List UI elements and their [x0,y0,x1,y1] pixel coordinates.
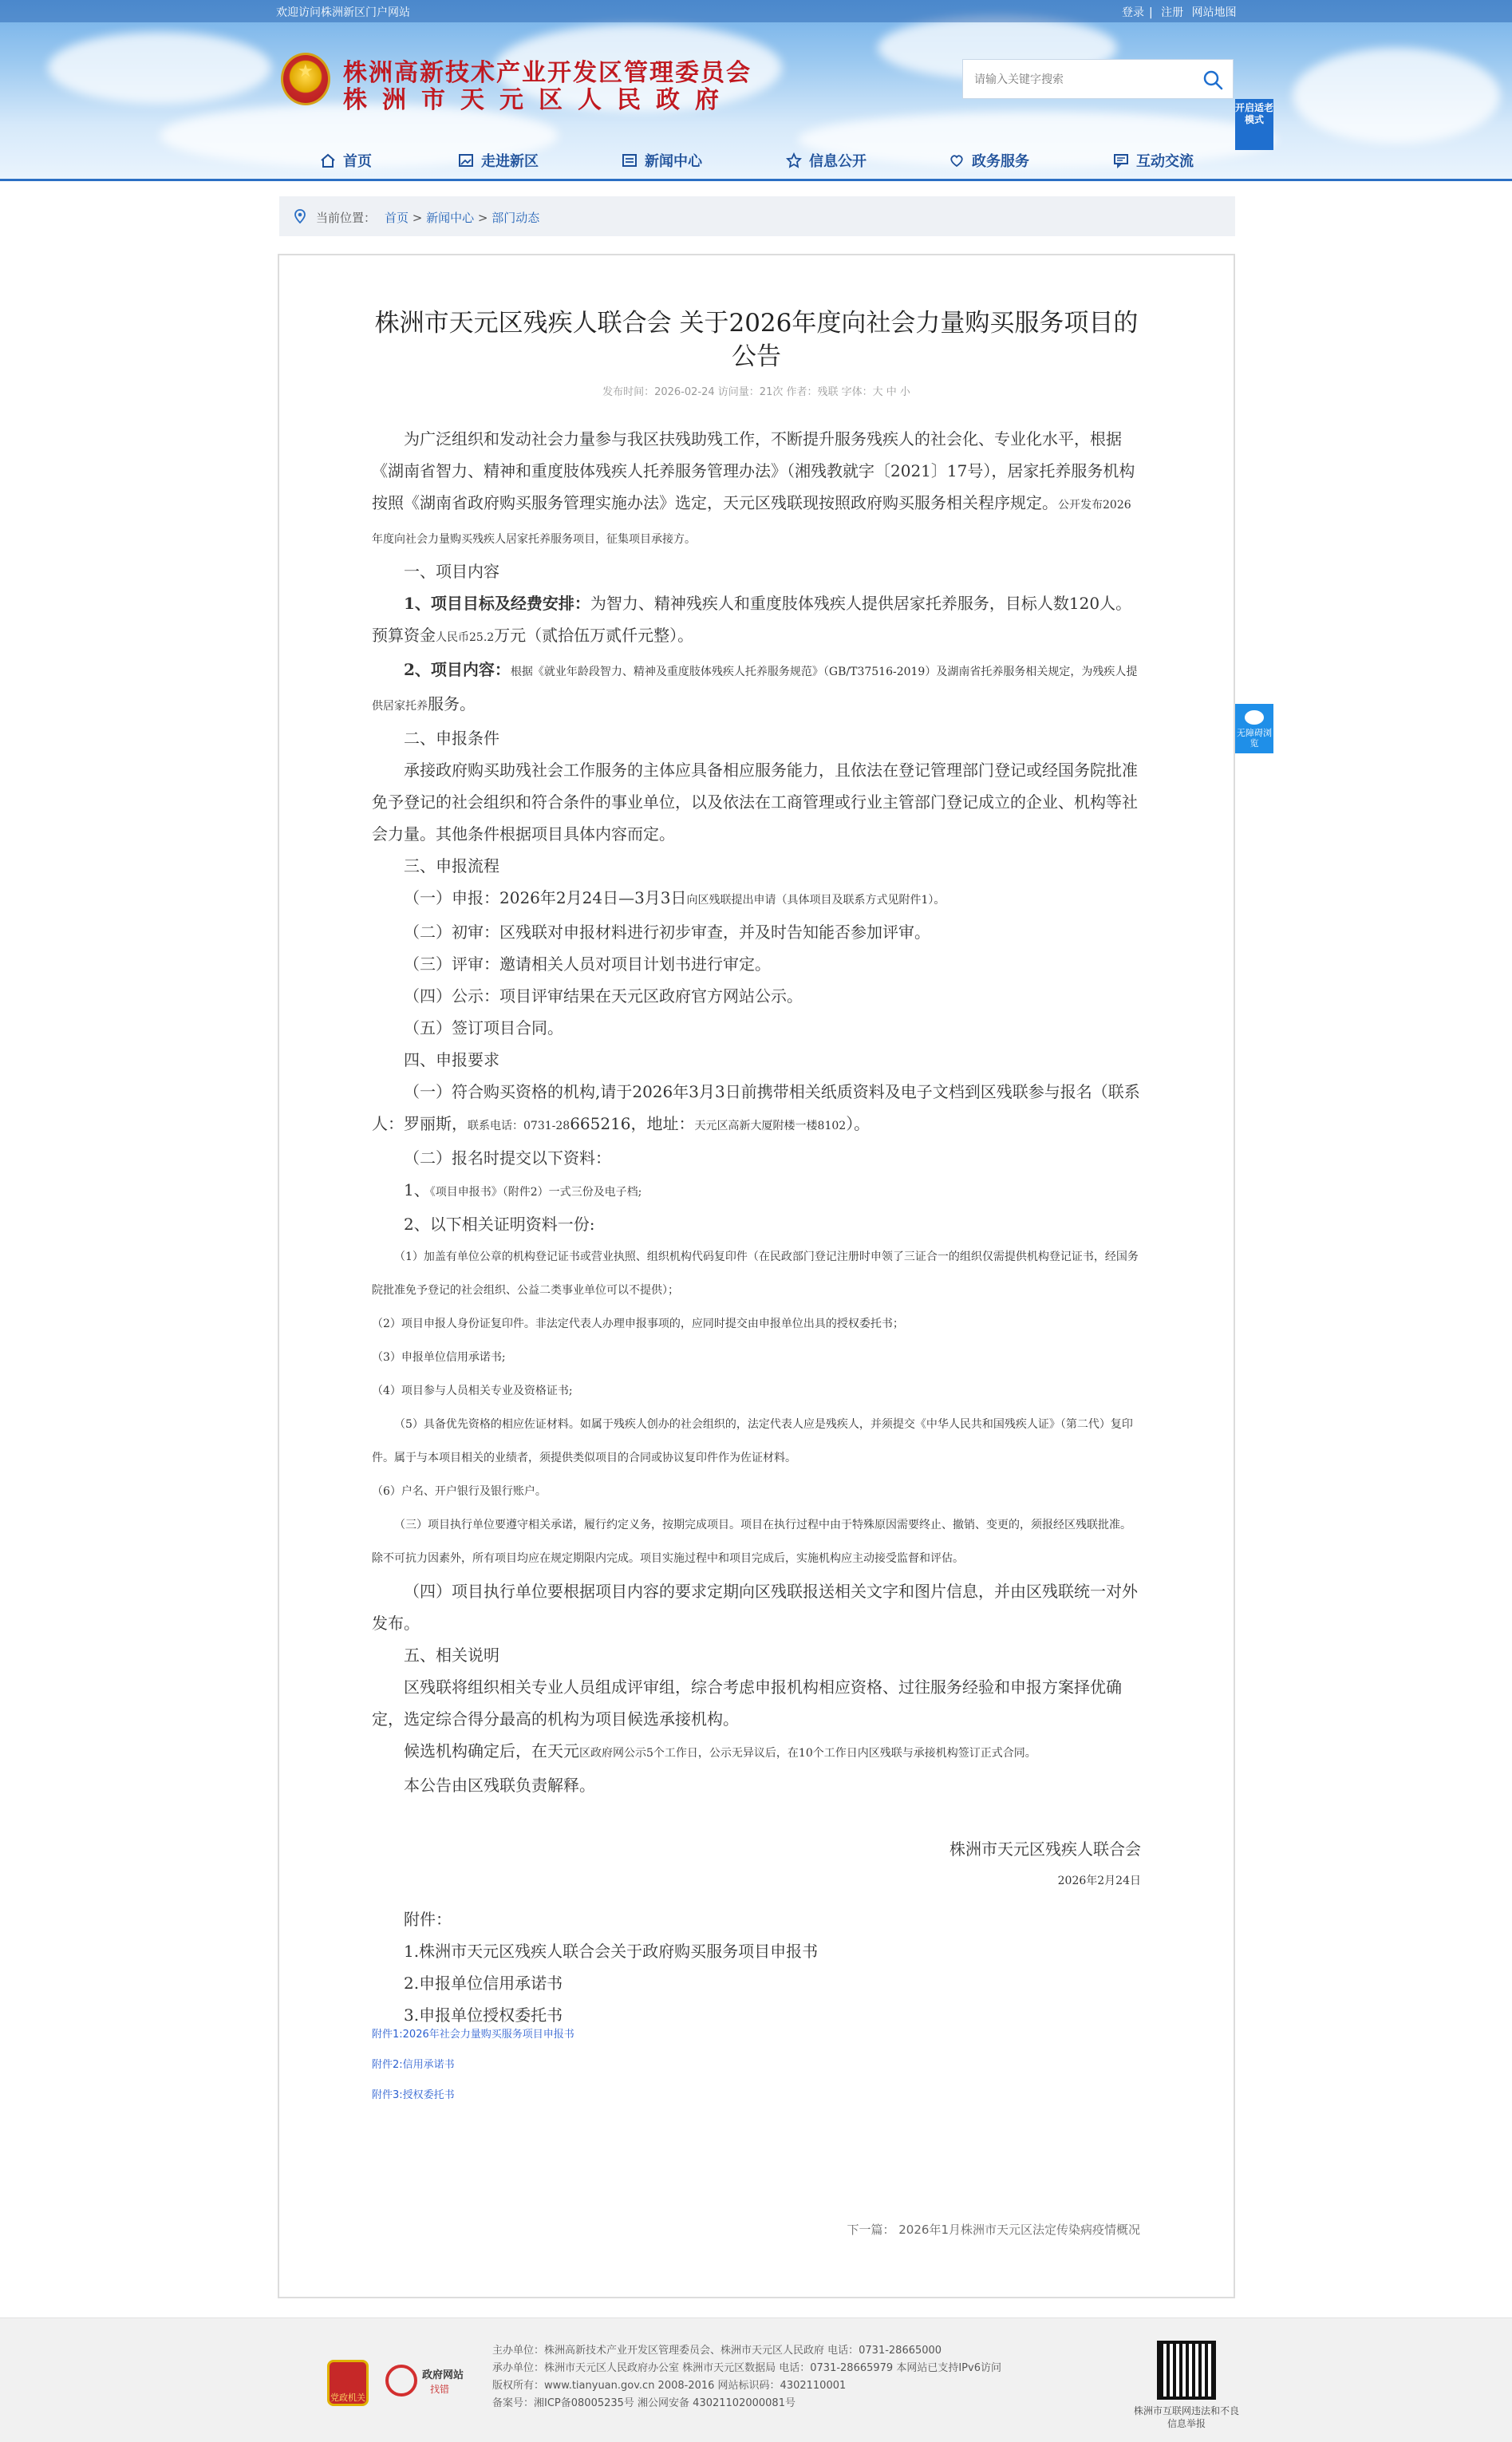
item-text: 服务。 [428,694,476,713]
badge-text: 政府网站 [422,2369,464,2381]
breadcrumb-sep: > [409,211,427,225]
nav-about[interactable] [457,148,539,172]
item-heading: 1、项目目标及经费安排： [404,594,590,613]
flow-item: （五）签订项目合同。 [404,1018,563,1037]
top-bar [0,0,1512,22]
site-title-line2: 株洲市天元区人民政府 [343,86,734,114]
section-heading: 五、相关说明 [404,1646,499,1665]
site-title-line1: 株洲高新技术产业开发区管理委员会 [343,59,752,87]
nav-label: 政务服务 [972,153,1029,170]
section-heading: 四、申报要求 [404,1050,499,1069]
flow-item: （三）评审：邀请相关人员对项目计划书进行审定。 [404,954,771,974]
body-paragraph: 承接政府购买助残社会工作服务的主体应具备相应服务能力，且依法在登记管理部门登记或经国务院批准免予登记的社会组织和符合条件的事业单位，以及依法在工商管理或行业主管部门登记成立的企业、机构等社会力量。其他条件根据项目具体内容而定。 [372,761,1138,844]
search-input[interactable] [974,69,1190,90]
flow-text-small: 向区残联提出申请（具体项目及联系方式见附件1）。 [686,894,945,907]
elder-mode-button[interactable]: 开启适老模式 [1235,99,1273,150]
document-item: （6）户名、开户银行及银行账户。 [372,1485,547,1498]
next-article-link[interactable]: 下一篇： 2026年1月株洲市天元区法定传染病疫情概况 [847,2223,1140,2237]
search-icon[interactable] [1201,68,1225,92]
qr-caption: 株洲市互联网违法和不良信息举报 [1133,2405,1239,2429]
req-text-small: 联系电话：0731-28 [468,1120,570,1132]
req-text-small: 《项目申报书》（附件2）一式三份及电子档; [429,1186,642,1199]
req-text: 665216 [570,1114,631,1133]
document-item: （2）项目申报人身份证复印件。非法定代表人办理申报事项的，应同时提交由申报单位出具的授权委托书； [372,1318,904,1330]
document-item: （1）加盖有单位公章的机构登记证书或营业执照、组织机构代码复印件（在民政部门登记注册时申领了三证合一的组织仅需提供机构登记证书，经国务院批准免予登记的社会组织、公益二类事业单位可以不提供）； [372,1251,1139,1297]
flow-item [372,882,1141,916]
welcome-text: 欢迎访问株洲新区门户网站 [276,6,410,19]
item-text: 万元（贰拾伍万贰仟元整）。 [494,626,694,645]
footer-sponsor: 主办单位：株洲高新技术产业开发区管理委员会、株洲市天元区人民政府 电话：0731-28665000 [492,2345,942,2357]
footer-record[interactable]: 备案号：湘ICP备08005235号 湘公网安备 43021102000081号 [492,2397,795,2409]
signature-org: 株洲市天元区残疾人联合会 [949,1839,1141,1859]
image-icon [457,152,475,169]
flow-item: （四）公示：项目评审结果在天元区政府官方网站公示。 [404,986,803,1006]
nav-interaction[interactable] [1112,148,1194,172]
req-text-small: 天元区高新大厦附楼一楼8102 [694,1120,847,1132]
badge-text: 找错 [430,2384,450,2395]
flow-text: （一）申报：2026年2月24日—3月3日 [404,888,687,907]
qr-code-icon [1157,2341,1216,2400]
requirement-sub [372,1174,1141,1208]
footer-operator: 承办单位：株洲市天元区人民政府办公室 株洲市天元区数据局 电话：0731-28665979 本网站已支持IPv6访问 [492,2362,1001,2374]
note-text-small: 区政府网公示5个工作日，公示无异议后，在10个工作日内区残联与承接机构签订正式合同。 [579,1747,1036,1760]
attachment-item: 1.株洲市天元区残疾人联合会关于政府购买服务项目申报书 [404,1942,819,1961]
attachment-item: 3.申报单位授权委托书 [404,2005,563,2025]
accessibility-label: 无障碍浏览 [1237,728,1272,749]
body-paragraph: 区残联将组织相关专业人员组成评审组，综合考虑申报机构相应资格、过往服务经验和申报方案择优确定，选定综合得分最高的机构为项目候选承接机构。 [372,1677,1122,1729]
breadcrumb-home[interactable]: 首页 [385,211,409,225]
body-paragraph [372,1735,1141,1769]
requirement-item: （二）报名时提交以下资料： [404,1148,611,1168]
signature-date: 2026年2月24日 [1057,1875,1141,1887]
document-item: （5）具备优先资格的相应佐证材料。如属于残疾人创办的社会组织的，法定代表人应是残疾人，并须提交《中华人民共和国残疾人证》（第二代）复印件。属于与本项目相关的业绩者，须提供类似项目的合同或协议复印件作为佐证材料。 [372,1418,1133,1464]
attachments-label: 附件： [404,1910,452,1929]
search-box [962,59,1234,99]
home-icon [319,152,337,169]
breadcrumb-dept[interactable]: 部门动态 [491,211,540,225]
item-paragraph [372,587,1141,654]
item-heading: 2、项目内容： [404,660,511,679]
intro-text: 为广泛组织和发动社会力量参与我区扶残助残工作，不断提升服务残疾人的社会化、专业化水平，根据《湖南省智力、精神和重度肢体残疾人托养服务管理办法》（湘残教就字〔2021〕17号），居家托养服务机构按照《湖南省政府购买服务管理实施办法》选定，天元区残联现按照政府购买服务相关程序规定。 [372,429,1135,512]
note-text: 候选机构确定后，在天元 [404,1741,579,1760]
article-title: 株洲市天元区残疾人联合会 关于2026年度向社会力量购买服务项目的公告 [374,309,1139,371]
sitemap-link[interactable]: 网站地图 [1191,6,1237,19]
document-item: （4）项目参与人员相关专业及资格证书; [372,1385,573,1397]
breadcrumb-news[interactable]: 新闻中心 [426,211,475,225]
attachment-item: 2.申报单位信用承诺书 [404,1974,563,1993]
footer-copyright: 版权所有：www.tianyuan.gov.cn 2008-2016 网站标识码：4302110001 [492,2380,847,2392]
breadcrumb [279,196,1235,236]
site-footer [0,2318,1512,2442]
body-paragraph: 本公告由区残联负责解释。 [404,1776,595,1795]
section-heading: 三、申报流程 [404,856,499,875]
accessibility-button[interactable] [1235,704,1273,753]
intro-text-small: 公开发布2026年度向社会力量购买残疾人居家托养服务项目，征集项目承接方。 [372,499,1131,546]
footer-info [492,2342,1001,2412]
nav-label: 信息公开 [809,153,867,170]
nav-label: 走进新区 [481,153,539,170]
main-nav [0,140,1512,179]
gov-site-find-error-badge[interactable] [385,2361,472,2403]
top-links [1122,4,1242,20]
item-text: 为智力、精神残疾人和重度肢体残疾人提供居家托养服务，目标人数120人。预算资金 [372,594,1132,645]
national-emblem-icon [281,53,330,105]
attachment-link-1[interactable]: 附件1:2026年社会力量购买服务项目申报书 [372,2029,574,2041]
location-pin-icon [292,208,308,224]
item-text-small: 根据《就业年龄段智力、精神及重度肢体残疾人托养服务规范》（GB/T37516-2019）及湖南省托养服务相关规定，为残疾人提供居家托养 [372,666,1138,713]
req-text: ，地址： [630,1114,695,1133]
requirement-item: （三）项目执行单位要遵守相关承诺，履行约定义务，按期完成项目。项目在执行过程中由于特殊原因需要终止、撤销、变更的，须报经区残联批准。除不可抗力因素外，所有项目均应在规定期限内完成。项目实施过程中和项目完成后，实施机构应主动接受监督和评估。 [372,1519,1131,1565]
requirement-sub: 2、以下相关证明资料一份: [404,1215,595,1234]
req-text: 1、 [404,1180,430,1199]
nav-gov-service[interactable] [948,148,1029,172]
req-text: ）。 [846,1114,870,1133]
find-error-icon [385,2365,417,2397]
breadcrumb-path [385,209,539,226]
item-paragraph [372,654,1141,722]
requirement-item [372,1076,1141,1142]
section-heading: 一、项目内容 [404,562,499,581]
item-text-small: 人民币25.2 [436,631,495,644]
nav-info-open[interactable] [785,148,867,172]
register-link[interactable]: 注册 [1161,6,1184,19]
intro-paragraph [372,423,1141,555]
nav-label: 互动交流 [1136,153,1194,170]
login-link[interactable]: 登录 [1122,6,1144,19]
site-header [0,0,1512,179]
separator: | [1149,6,1153,19]
breadcrumb-label: 当前位置： [316,211,377,225]
nav-news[interactable] [621,148,702,172]
nav-label: 新闻中心 [645,153,702,170]
requirement-item: （四）项目执行单位要根据项目内容的要求定期向区残联报送相关文字和图片信息，并由区残联统一对外发布。 [372,1582,1138,1633]
req-text: （一）符合购买资格的机构,请于2026年3月3日前携带相关纸质资料及电子文档到区残联参与报名（联系人：罗丽斯， [372,1082,1140,1133]
nav-home[interactable] [319,148,372,172]
flow-item: （二）初审：区残联对申报材料进行初步审查，并及时告知能否参加评审。 [404,923,930,942]
chat-icon [1112,152,1130,169]
nav-label: 首页 [343,153,372,170]
section-heading: 二、申报条件 [404,729,499,748]
news-icon [621,152,638,169]
article-body [372,423,1141,2031]
eye-icon [1245,710,1264,725]
header-divider [0,179,1512,181]
heart-icon [948,152,965,169]
article-meta: 发布时间：2026-02-24 访问量：21次 作者：残联 字体：大 中 小 [602,386,910,398]
document-item: （3）申报单位信用承诺书; [372,1351,506,1364]
attachment-link-3[interactable]: 附件3:授权委托书 [372,2089,455,2101]
party-gov-badge[interactable]: 党政机关 [327,2360,369,2406]
breadcrumb-sep: > [474,211,492,225]
attachment-link-2[interactable]: 附件2:信用承诺书 [372,2059,455,2071]
star-icon [785,152,803,169]
